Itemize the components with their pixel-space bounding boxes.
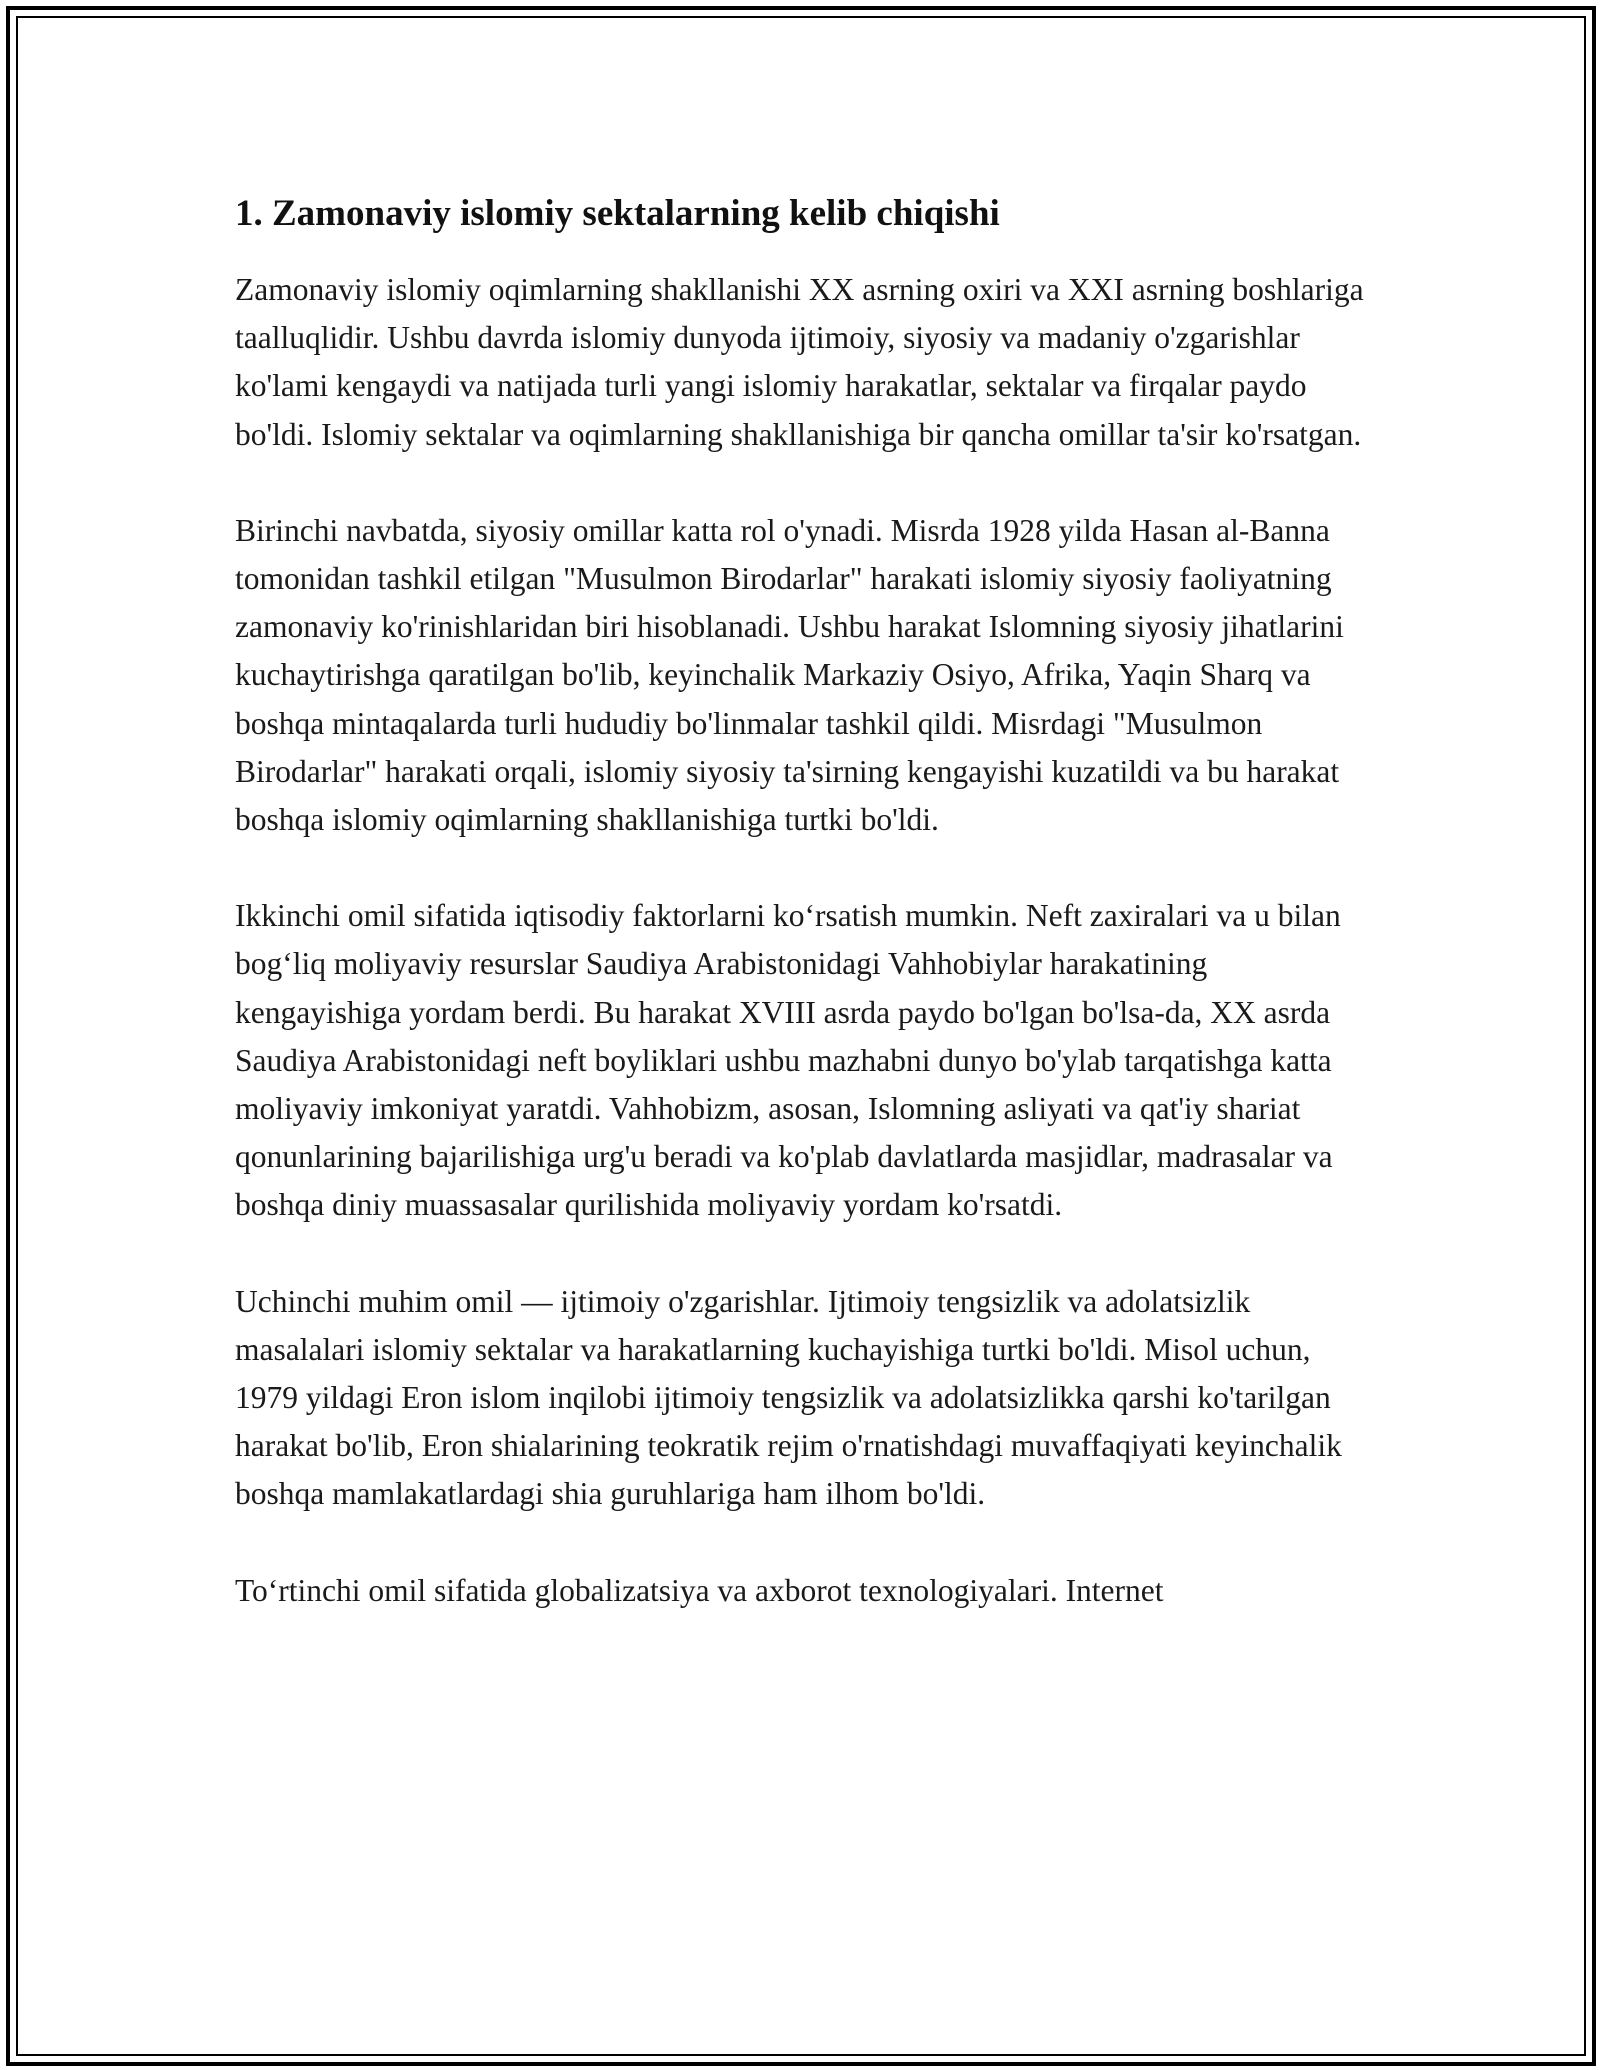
paragraph-economic-factors: Ikkinchi omil sifatida iqtisodiy faktorlarni ko‘rsatish mumkin. Neft zaxiralari va u bilan bog‘liq moliyaviy resurslar Saudiya Arabistonidagi Vahhobiylar harakatining kengayishiga yordam berdi. Bu harakat XVIII asrda paydo bo'lgan bo'lsa-da, XX asrda Saudiya Arabistonidagi neft boyliklari ushbu mazhabni dunyo bo'ylab tarqatishga katta moliyaviy imkoniyat yaratdi. Vahhobizm, asosan, Islomning asliyati va qat'iy shariat qonunlarining bajarilishiga urg'u beradi va ko'plab davlatlarda masjidlar, madrasalar va boshqa diniy muassasalar qurilishida moliyaviy yordam ko'rsatdi. bbox=[235, 898, 1341, 1223]
paragraph-intro: Zamonaviy islomiy oqimlarning shakllanishi XX asrning oxiri va XXI asrning boshlariga taalluqlidir. Ushbu davrda islomiy dunyoda ijtimoiy, siyosiy va madaniy o'zgarishlar ko'lami kengaydi va natijada turli yangi islomiy harakatlar, sektalar va firqalar paydo bo'ldi. Islomiy sektalar va oqimlarning shakllanishiga bir qancha omillar ta'sir ko'rsatgan. bbox=[235, 272, 1364, 452]
paragraph-political-factors: Birinchi navbatda, siyosiy omillar katta rol o'ynadi. Misrda 1928 yilda Hasan al-Banna tomonidan tashkil etilgan "Musulmon Birodarlar" harakati islomiy siyosiy faoliyatning zamonaviy ko'rinishlaridan biri hisoblanadi. Ushbu harakat Islomning siyosiy jihatlarini kuchaytirishga qaratilgan bo'lib, keyinchalik Markaziy Osiyo, Afrika, Yaqin Sharq va boshqa mintaqalarda turli hududiy bo'linmalar tashkil qildi. Misrdagi "Musulmon Birodarlar" harakati orqali, islomiy siyosiy ta'sirning kengayishi kuzatildi va bu harakat boshqa islomiy oqimlarning shakllanishiga turtki bo'ldi. bbox=[235, 512, 1344, 838]
paragraph-globalization-factors: To‘rtinchi omil sifatida globalizatsiya va axborot texnologiyalari. Internet bbox=[235, 1572, 1164, 1608]
paragraph-social-factors: Uchinchi muhim omil — ijtimoiy o'zgarishlar. Ijtimoiy tengsizlik va adolatsizlik masalalari islomiy sektalar va harakatlarning kuchayishiga turtki bo'ldi. Misol uchun, 1979 yildagi Eron islom inqilobi ijtimoiy tengsizlik va adolatsizlikka qarshi ko'tarilgan harakat bo'lib, Eron shialarining teokratik rejim o'rnatishdagi muvaffaqiyati keyinchalik boshqa mamlakatlardagi shia guruhlariga ham ilhom bo'ldi. bbox=[235, 1283, 1342, 1512]
document-body bbox=[235, 188, 1375, 1663]
section-heading: 1. Zamonaviy islomiy sektalarning kelib chiqishi bbox=[235, 193, 1000, 234]
